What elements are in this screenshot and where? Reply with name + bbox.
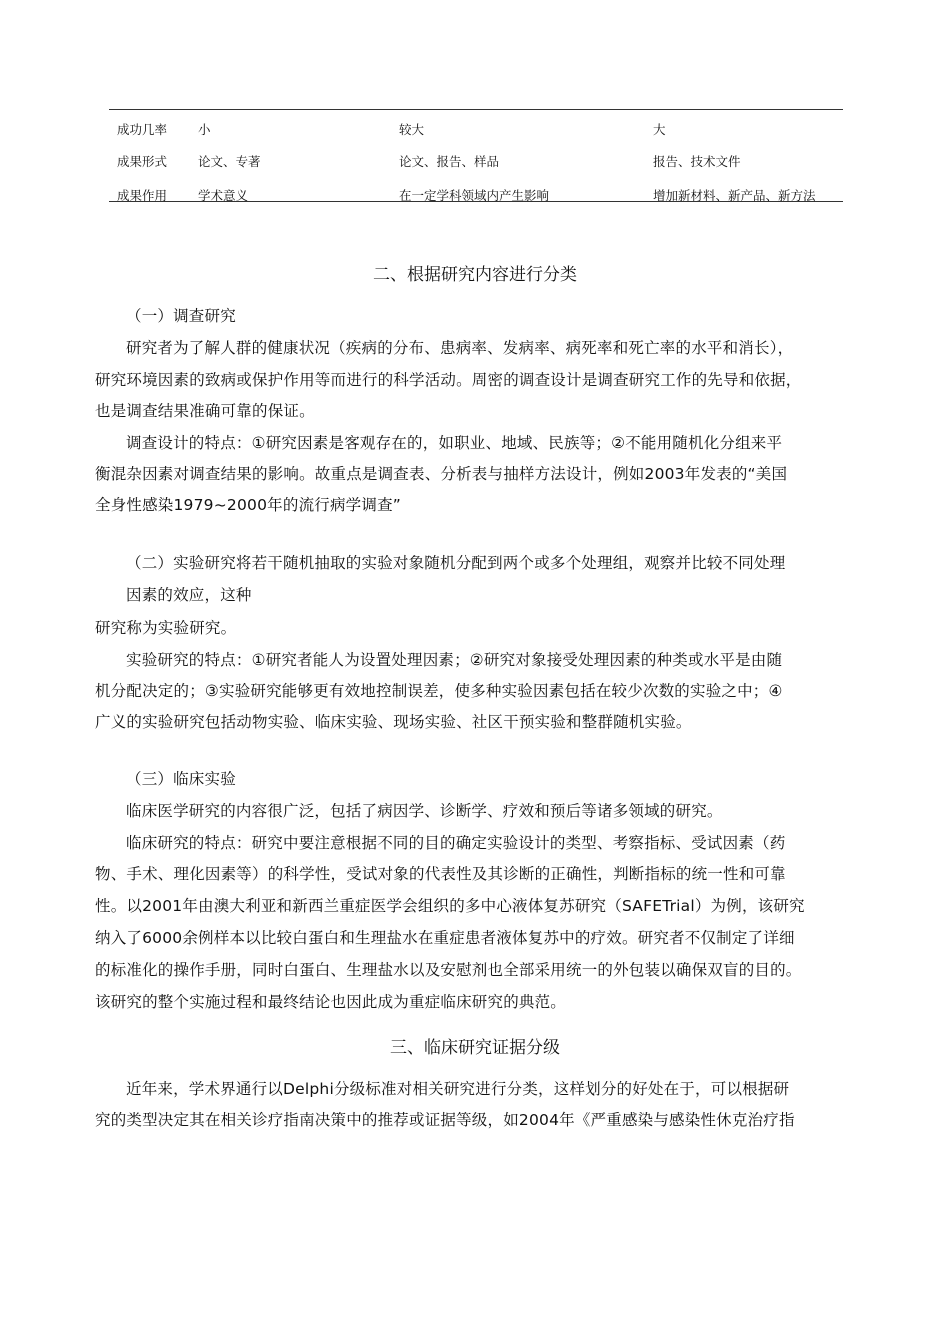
table-cell: 论文、报告、样品: [399, 154, 500, 169]
paragraph-line: 物、手术、理化因素等）的科学性，受试对象的代表性及其诊断的正确性，判断指标的统一性和可靠: [95, 865, 786, 883]
paragraph-line: 该研究的整个实施过程和最终结论也因此成为重症临床研究的典范。: [95, 993, 567, 1011]
table-cell: 大: [653, 122, 666, 137]
paragraph-line: 研究称为实验研究。: [95, 619, 237, 637]
paragraph-line: 也是调查结果准确可靠的保证。: [95, 402, 315, 420]
table-cell: 较大: [399, 122, 425, 137]
paragraph-line: 研究者为了解人群的健康状况（疾病的分布、患病率、发病率、病死率和死亡率的水平和消长），: [126, 339, 794, 357]
table-top-rule: [109, 109, 843, 110]
table-row: [109, 152, 843, 172]
paragraph-line: 调查设计的特点：①研究因素是客观存在的，如职业、地域、民族等；②不能用随机化分组来平: [126, 434, 783, 452]
paragraph-line: 衡混杂因素对调查结果的影响。故重点是调查表、分析表与抽样方法设计，例如2003年发表的“美国: [95, 465, 788, 483]
paragraph-line: 实验研究的特点：①研究者能人为设置处理因素；②研究对象接受处理因素的种类或水平是由随: [126, 651, 783, 669]
table-bottom-rule: [109, 201, 843, 202]
table-cell: 成功几率: [117, 122, 168, 137]
table-cell: 学术意义: [198, 188, 249, 203]
section-heading: 二、根据研究内容进行分类: [373, 265, 577, 285]
table-cell: 报告、技术文件: [653, 154, 741, 169]
paragraph-line: 究的类型决定其在相关诊疗指南决策中的推荐或证据等级，如2004年《严重感染与感染性休克治疗指: [95, 1111, 795, 1129]
paragraph-line: 纳入了6000余例样本以比较白蛋白和生理盐水在重症患者液体复苏中的疗效。研究者不仅制定了详细: [95, 929, 795, 947]
paragraph-line: 临床医学研究的内容很广泛，包括了病因学、诊断学、疗效和预后等诸多领域的研究。: [126, 802, 723, 820]
table-cell: 论文、专著: [198, 154, 261, 169]
paragraph-line: 的标准化的操作手册，同时白蛋白、生理盐水以及安慰剂也全部采用统一的外包装以确保双盲的目的。: [95, 961, 802, 979]
table-cell: 增加新材料、新产品、新方法: [653, 188, 816, 203]
paragraph-line: 机分配决定的；③实验研究能够更有效地控制误差，使多种实验因素包括在较少次数的实验之中；④: [95, 682, 783, 700]
table-row: [109, 120, 843, 140]
paragraph-line: 近年来，学术界通行以Delphi分级标准对相关研究进行分类，这样划分的好处在于，可以根据研: [126, 1080, 790, 1098]
paragraph-line: 广义的实验研究包括动物实验、临床实验、现场实验、社区干预实验和整群随机实验。: [95, 713, 692, 731]
subsection-title: （三）临床实验: [126, 770, 236, 788]
paragraph-line: 因素的效应，这种: [126, 586, 252, 604]
table-cell: 在一定学科领域内产生影响: [399, 188, 550, 203]
table-cell: 成果形式: [117, 154, 168, 169]
paragraph-line: （二）实验研究将若干随机抽取的实验对象随机分配到两个或多个处理组，观察并比较不同处理: [126, 554, 786, 572]
paragraph-line: 全身性感染1979~2000年的流行病学调查”: [95, 496, 402, 514]
paragraph-line: 临床研究的特点：研究中要注意根据不同的目的确定实验设计的类型、考察指标、受试因素（药: [126, 834, 786, 852]
table-cell: 成果作用: [117, 188, 168, 203]
table-cell: 小: [198, 122, 211, 137]
section-heading: 三、临床研究证据分级: [390, 1038, 560, 1058]
paragraph-line: 研究环境因素的致病或保护作用等而进行的科学活动。周密的调查设计是调查研究工作的先导和依据，: [95, 371, 802, 389]
table-row: [109, 186, 843, 206]
subsection-title: （一）调查研究: [126, 307, 236, 325]
paragraph-line: 性。以2001年由澳大利亚和新西兰重症医学会组织的多中心液体复苏研究（SAFETrial）为例，该研究: [95, 897, 805, 915]
